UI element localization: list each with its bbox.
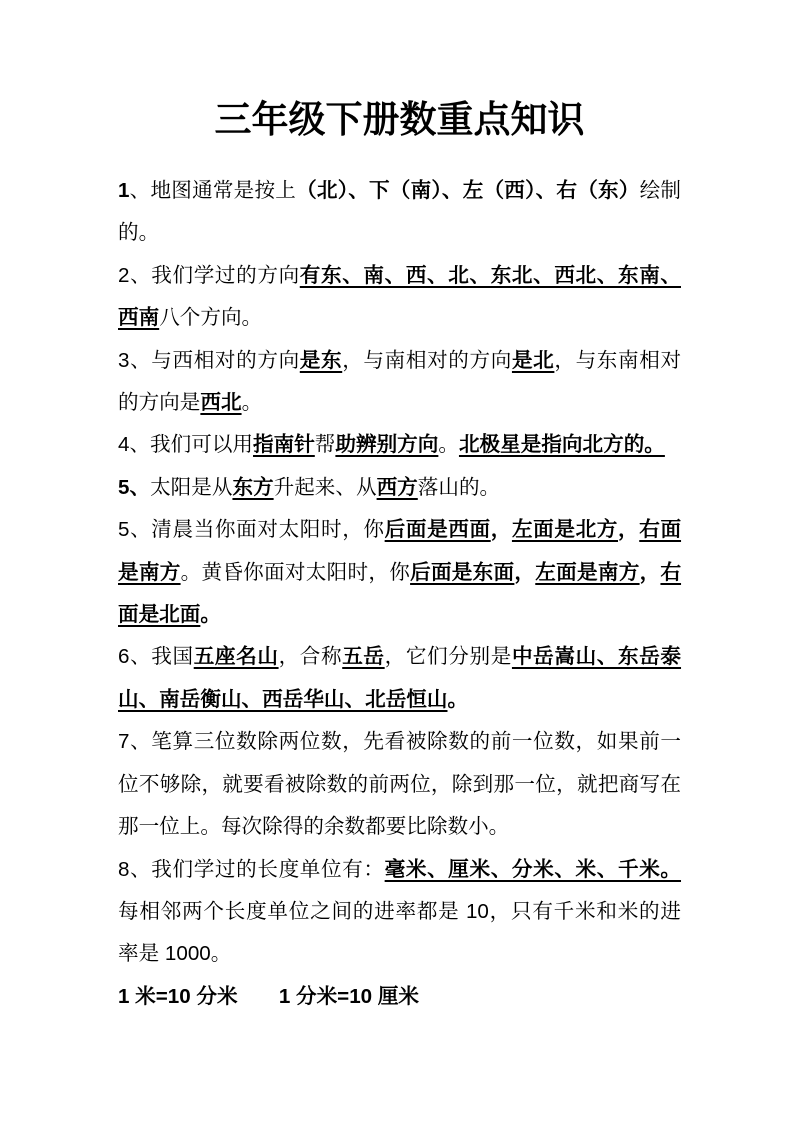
text-run: 有东、南、西、北、东北、西北、东南、西南 <box>118 263 681 330</box>
text-run: （北）、下（南）、左（西）、右（东） <box>296 179 640 202</box>
paragraph-8 <box>118 721 681 848</box>
text-run: ，合称 <box>278 645 343 669</box>
text-run: 西方 <box>376 475 418 499</box>
text-run: 每相邻两个长度单位之间的进率都是 10，只有千米和米的进率是 1000。 <box>118 899 681 966</box>
text-run: 五座名山 <box>193 645 279 669</box>
text-run: 八个方向。 <box>159 306 263 330</box>
text-run: 2、我们学过的方向 <box>118 263 300 287</box>
text-run: 。 <box>200 603 221 627</box>
paragraph-9 <box>118 849 681 976</box>
text-run: 右面是南方 <box>118 518 682 584</box>
text-run: 后面是东面 <box>410 560 515 584</box>
text-run: 是北 <box>511 348 555 372</box>
text-run: ， <box>490 518 512 542</box>
text-run: 1 <box>118 179 130 202</box>
text-run: 。 <box>438 433 459 457</box>
paragraph-2 <box>118 255 681 340</box>
paragraph-3 <box>118 340 681 425</box>
text-run: 左面是北方 <box>511 518 619 542</box>
text-run: 毫米、厘米、分米、米、千米。 <box>384 857 682 881</box>
text-run: ， <box>639 560 661 584</box>
text-run: 落山的。 <box>417 475 501 499</box>
text-run: 帮 <box>314 433 336 457</box>
text-run: 5、 <box>118 475 151 499</box>
text-run: 。黄昏你面对太阳时，你 <box>180 560 411 584</box>
text-run: 。 <box>241 391 263 415</box>
text-run: 西北 <box>200 391 242 415</box>
paragraph-7 <box>118 636 681 721</box>
paragraph-5 <box>118 467 681 509</box>
text-run: 4、我们可以用 <box>118 433 254 457</box>
paragraph-1 <box>118 170 681 255</box>
text-run: 5、清晨当你面对太阳时，你 <box>118 518 385 542</box>
paragraph-4 <box>118 424 681 466</box>
text-run: ， <box>618 518 640 542</box>
text-run: 指南针 <box>253 433 315 457</box>
text-run: 8、我们学过的长度单位有： <box>118 857 385 881</box>
text-run: 7、笔算三位数除两位数，先看被除数的前一位数，如果前一位不够除，就要看被除数的前两位，除到那一位，就把商写在那一位上。每次除得的余数都要比除数小。 <box>118 730 681 839</box>
text-run: 绘制的。 <box>118 179 682 245</box>
text-run: 中岳嵩山、东岳泰山、南岳衡山、西岳华山、北岳恒山 <box>118 645 682 711</box>
paragraph-10 <box>118 976 681 1018</box>
text-run: 1 米=10 分米 <box>118 984 238 1008</box>
text-run: 助辨别方向 <box>335 433 439 457</box>
text-run: 升起来、从 <box>273 475 377 499</box>
text-run: 东方 <box>232 475 274 499</box>
text-run: 后面是西面 <box>384 518 491 542</box>
text-run: 6、我国 <box>118 645 194 669</box>
text-run: ，与南相对的方向 <box>342 348 512 372</box>
text-run: 左面是南方 <box>535 560 640 584</box>
paragraph-6 <box>118 509 681 636</box>
text-run: 。 <box>447 687 469 711</box>
text-run: 是东 <box>299 348 343 372</box>
text-run: 1 分米=10 厘米 <box>278 984 420 1008</box>
text-run: ， <box>514 560 536 584</box>
text-run: ，与东南相对的方向是 <box>118 348 682 415</box>
text-run: 北极星是指向北方的。 <box>458 433 665 457</box>
text-run: 右面是北面 <box>118 560 682 627</box>
text-run: ，它们分别是 <box>384 645 512 669</box>
text-run: 3、与西相对的方向 <box>118 348 300 372</box>
document-body <box>118 170 681 1018</box>
text-run: 五岳 <box>342 645 385 669</box>
page-title: 三年级下册数重点知识 <box>214 99 585 140</box>
text-run: 太阳是从 <box>150 475 233 499</box>
text-run <box>238 985 279 1008</box>
text-run: 、地图通常是按上 <box>129 179 297 202</box>
